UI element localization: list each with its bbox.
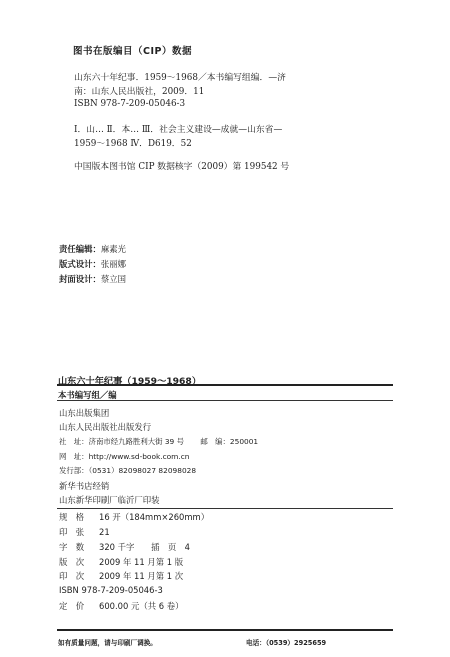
postcode-label: 邮 编： <box>200 437 230 446</box>
spec-row <box>59 541 190 553</box>
spec-key: 版 次 <box>59 557 85 567</box>
spec-value: 600.00 元（共 6 卷） <box>99 601 184 611</box>
address-value: 济南市经九路胜利大街 39 号 <box>88 437 184 446</box>
publisher-address <box>59 436 258 447</box>
phone-label: 发行部： <box>59 466 89 475</box>
specs-rule <box>57 508 393 509</box>
credit-editor <box>59 243 126 255</box>
spec-value: 2009 年 11 月第 1 次 <box>99 571 184 581</box>
credit-value: 蔡立国 <box>100 274 126 284</box>
spec-row <box>59 511 209 523</box>
spec-row <box>59 526 110 538</box>
publisher-phone <box>59 465 196 476</box>
postcode-value: 250001 <box>229 437 259 446</box>
phone-value: （0531）82098027 82098028 <box>88 466 197 475</box>
credit-value: 张丽娜 <box>100 259 126 269</box>
cip-line: ISBN 978-7-209-05046-3 <box>74 99 186 109</box>
publisher-group: 山东出版集团 <box>59 408 110 418</box>
spec-value: 2009 年 11 月第 1 版 <box>99 557 184 567</box>
book-title: 山东六十年纪事（1959～1968） <box>58 376 202 387</box>
address-label: 社 址： <box>59 437 89 446</box>
footer-notice: 如有质量问题，请与印刷厂调换。 <box>58 639 157 647</box>
spec-row-isbn <box>59 585 163 595</box>
credit-cover <box>59 273 126 285</box>
distributor: 新华书店经销 <box>59 481 110 491</box>
author-rule <box>57 400 393 401</box>
footer-contact: 电话：（0539）2925659 <box>246 639 327 647</box>
spec-key: 定 价 <box>59 601 85 611</box>
credit-label: 版式设计： <box>59 259 101 269</box>
website-value: http://www.sd-book.com.cn <box>88 452 190 461</box>
cip-number-line: 中国版本图书馆 CIP 数据核字（2009）第 199542 号 <box>74 162 290 172</box>
spec-value: 320 千字 插 页 4 <box>99 542 190 552</box>
credit-label: 责任编辑： <box>59 244 101 254</box>
spec-value: ISBN 978-7-209-05046-3 <box>59 585 163 595</box>
spec-row <box>59 556 183 568</box>
cip-line: 南：山东人民出版社，2009．11 <box>74 87 205 97</box>
publisher-website <box>59 451 189 462</box>
cip-line: 山东六十年纪事．1959～1968／本书编写组编．—济 <box>74 73 286 83</box>
book-author: 本书编写组／编 <box>58 390 117 400</box>
spec-key: 字 数 <box>59 542 85 552</box>
cip-line: Ⅰ．山… Ⅱ．本… Ⅲ．社会主义建设—成就—山东省— <box>74 125 283 135</box>
printer: 山东新华印刷厂临沂厂印装 <box>59 495 160 505</box>
spec-row <box>59 600 184 612</box>
spec-value: 16 开（184mm×260mm） <box>99 512 210 522</box>
cip-heading: 图书在版编目（CIP）数据 <box>73 46 192 57</box>
publisher-name: 山东人民出版社出版发行 <box>59 422 152 432</box>
footer-rule <box>57 629 393 631</box>
credit-layout <box>59 258 126 270</box>
spec-value: 21 <box>99 527 110 537</box>
spec-key: 印 张 <box>59 527 85 537</box>
website-label: 网 址： <box>59 452 89 461</box>
spec-row <box>59 570 183 582</box>
spec-key: 规 格 <box>59 512 85 522</box>
credit-value: 麻素光 <box>100 244 126 254</box>
cip-line: 1959～1968 Ⅳ．D619．52 <box>74 139 192 149</box>
spec-key: 印 次 <box>59 571 85 581</box>
credit-label: 封面设计： <box>59 274 101 284</box>
